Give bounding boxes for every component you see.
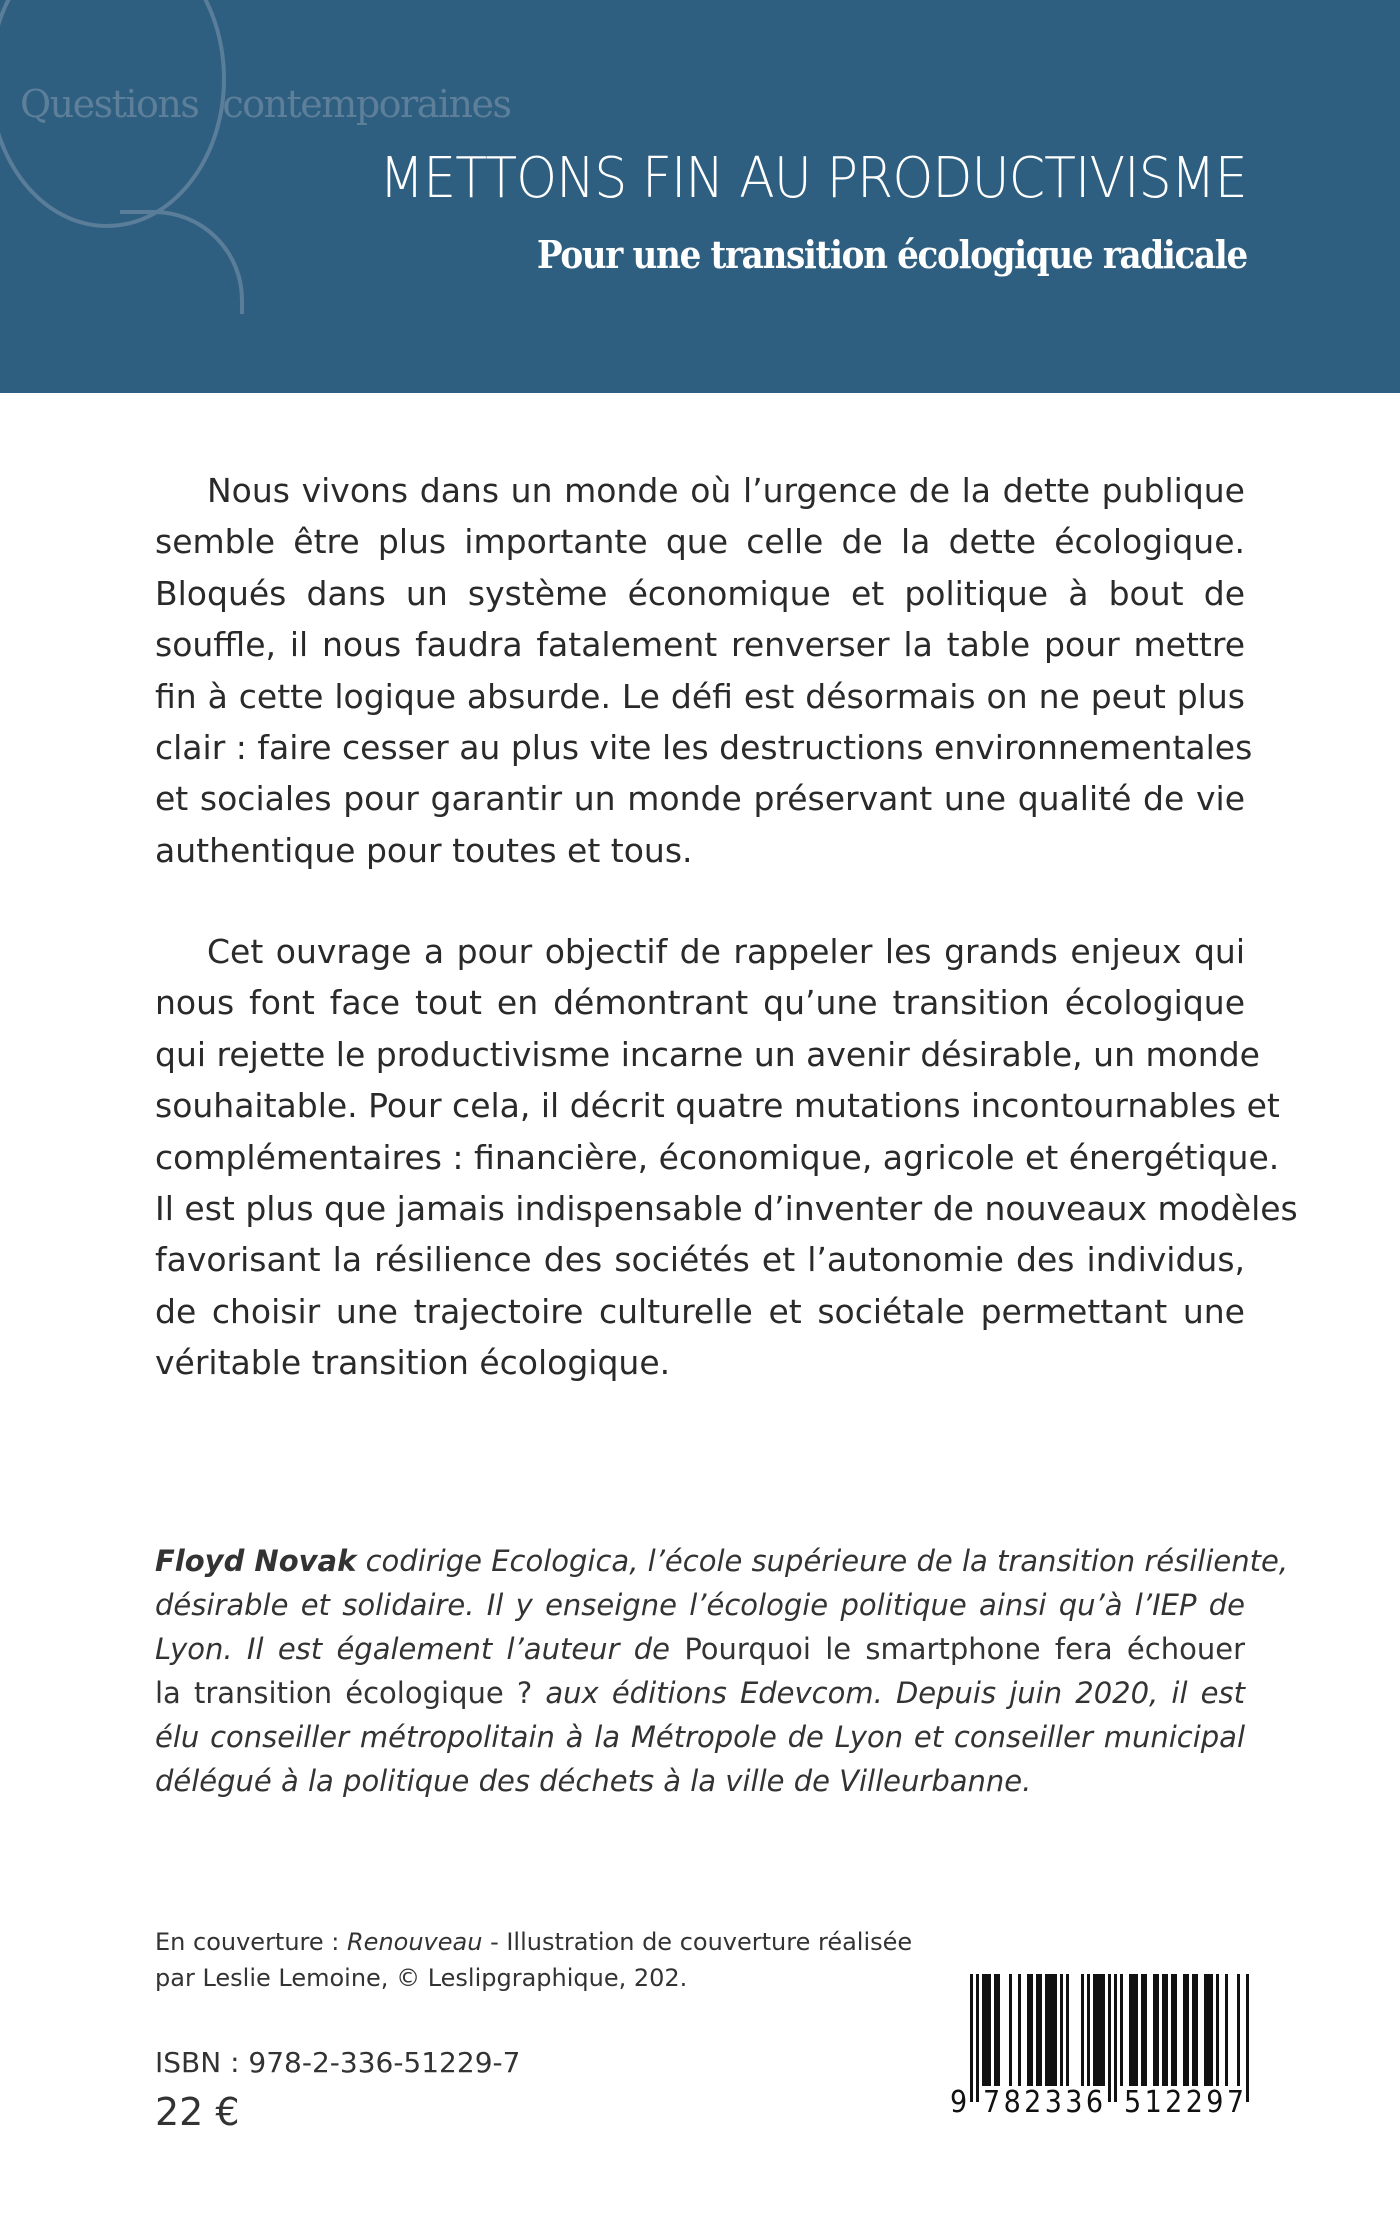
author-bio xyxy=(155,1539,1289,1803)
collection-word-2: contemporaines xyxy=(222,82,511,126)
author-name: Floyd Novak xyxy=(155,1544,357,1578)
barcode-bar xyxy=(1225,1974,1228,2086)
barcode-bar xyxy=(1093,1974,1096,2086)
barcode-bar xyxy=(1162,1974,1165,2086)
barcode-bar xyxy=(970,1974,973,2102)
barcode-bar xyxy=(1174,1974,1177,2086)
bio-line: désirable et solidaire. Il y enseigne l’écologie politique ainsi qu’à l’IEP de xyxy=(155,1588,1245,1622)
barcode-bar xyxy=(1051,1974,1054,2086)
text-line: et sociales pour garantir un monde préservant une qualité de vie xyxy=(155,779,1245,819)
credit-suffix: - Illustration de couverture réalisée xyxy=(482,1928,913,1956)
text-line: favorisant la résilience des sociétés et l’autonomie des individus, xyxy=(155,1240,1245,1280)
barcode-bar xyxy=(1036,1974,1039,2086)
text-line: de choisir une trajectoire culturelle et sociétale permettant une xyxy=(155,1291,1245,1331)
barcode-bar xyxy=(1045,1974,1048,2086)
barcode-bar xyxy=(1087,1974,1090,2086)
barcode-bar xyxy=(1039,1974,1042,2086)
bio-line: Lyon. Il est également l’auteur de xyxy=(155,1632,685,1666)
barcode-bar xyxy=(1054,1974,1057,2086)
barcode-bar xyxy=(988,1974,991,2086)
barcode-bar xyxy=(1192,1974,1195,2086)
barcode-bar xyxy=(1207,1974,1210,2086)
barcode-bar xyxy=(1183,1974,1186,2086)
barcode-bar xyxy=(1060,1974,1063,2086)
barcode-bar xyxy=(1216,1974,1219,2086)
barcode-bar xyxy=(1027,1974,1030,2086)
text-line: semble être plus importante que celle de la dette écologique. xyxy=(155,522,1245,562)
credit-prefix: En couverture : xyxy=(155,1928,347,1956)
book-reference: Pourquoi le smartphone fera échouer xyxy=(684,1632,1245,1666)
barcode-bar xyxy=(1195,1974,1198,2086)
bio-line: codirige Ecologica, l’école supérieure de la transition résiliente, xyxy=(356,1544,1289,1578)
barcode-bar xyxy=(1171,1974,1174,2086)
credit-line-2: par Leslie Lemoine, © Leslipgraphique, 202. xyxy=(155,1964,688,1992)
isbn: ISBN : 978-2-336-51229-7 xyxy=(155,2046,521,2079)
barcode-digits: 782336 xyxy=(983,2085,1103,2120)
text-line: complémentaires : financière, économique, agricole et énergétique. xyxy=(155,1137,1280,1177)
barcode-bar xyxy=(1129,1974,1132,2086)
barcode-digits: 512297 xyxy=(1124,2085,1244,2120)
barcode-bar xyxy=(976,1974,979,2102)
barcode-bar xyxy=(985,1974,988,2086)
barcode-bar xyxy=(1144,1974,1147,2086)
blurb-paragraph-2 xyxy=(155,926,1298,1389)
text-line: fin à cette logique absurde. Le défi est désormais on ne peut plus xyxy=(155,676,1245,716)
text-line: souffle, il nous faudra fatalement renverser la table pour mettre xyxy=(155,625,1245,665)
barcode-bar xyxy=(1048,1974,1051,2086)
barcode-bar xyxy=(1135,1974,1138,2086)
barcode-bar xyxy=(1246,1974,1249,2102)
barcode-bar xyxy=(1096,1974,1099,2086)
book-reference: la transition écologique ? xyxy=(155,1676,533,1710)
barcode-bar xyxy=(982,1974,985,2086)
barcode-bar xyxy=(1099,1974,1102,2086)
text-line: nous font face tout en démontrant qu’une transition écologique xyxy=(155,983,1245,1023)
barcode-bar xyxy=(1066,1974,1069,2086)
bio-line: aux éditions Edevcom. Depuis juin 2020, il est xyxy=(532,1676,1245,1710)
isbn-barcode xyxy=(940,1970,1250,2120)
barcode-bar xyxy=(1237,1974,1240,2086)
barcode-bar xyxy=(1165,1974,1168,2086)
collection-name xyxy=(20,82,534,126)
text-line: qui rejette le productivisme incarne un avenir désirable, un monde xyxy=(155,1034,1260,1074)
barcode-bar xyxy=(1108,1974,1111,2102)
barcode-bar xyxy=(1114,1974,1117,2102)
barcode-bar xyxy=(994,1974,997,2086)
blurb-paragraph-1 xyxy=(155,465,1253,876)
text-line: Il est plus que jamais indispensable d’inventer de nouveaux modèles xyxy=(155,1188,1298,1228)
barcode-bar xyxy=(1102,1974,1105,2086)
price: 22 € xyxy=(155,2090,240,2134)
book-subtitle: Pour une transition écologique radicale xyxy=(537,232,1247,277)
barcode-bar xyxy=(1186,1974,1189,2086)
text-line: authentique pour toutes et tous. xyxy=(155,830,693,870)
text-line: Bloqués dans un système économique et politique à bout de xyxy=(155,573,1245,613)
text-line: souhaitable. Pour cela, il décrit quatre mutations incontournables et xyxy=(155,1086,1280,1126)
cover-header xyxy=(0,0,1400,393)
text-line: véritable transition écologique. xyxy=(155,1343,671,1383)
barcode-bar xyxy=(1132,1974,1135,2086)
barcode-bar xyxy=(1009,1974,1012,2086)
book-title: METTONS FIN AU PRODUCTIVISME xyxy=(379,146,1247,211)
barcode-bar xyxy=(997,1974,1000,2086)
barcode-bar xyxy=(1030,1974,1033,2086)
text-line: Nous vivons dans un monde où l’urgence de la dette publique xyxy=(207,471,1245,510)
collection-q-tail xyxy=(120,210,244,314)
barcode-bar xyxy=(1210,1974,1213,2086)
bio-line: élu conseiller métropolitain à la Métropole de Lyon et conseiller municipal xyxy=(155,1720,1245,1754)
barcode-bar xyxy=(1141,1974,1144,2086)
text-line: Cet ouvrage a pour objectif de rappeler les grands enjeux qui xyxy=(207,932,1245,971)
cover-credit xyxy=(155,1924,912,1996)
bio-line: délégué à la politique des déchets à la ville de Villeurbanne. xyxy=(155,1764,1032,1798)
text-line: clair : faire cesser au plus vite les destructions environnementales xyxy=(155,727,1253,767)
barcode-digits: 9 xyxy=(950,2085,968,2120)
credit-work: Renouveau xyxy=(347,1928,483,1956)
barcode-bar xyxy=(1156,1974,1159,2086)
collection-word-1: Questions xyxy=(20,82,199,126)
barcode-bar xyxy=(1120,1974,1123,2086)
barcode-bar xyxy=(1153,1974,1156,2086)
barcode-bar xyxy=(1081,1974,1084,2086)
barcode-bar xyxy=(1018,1974,1021,2086)
barcode-bar xyxy=(1204,1974,1207,2086)
